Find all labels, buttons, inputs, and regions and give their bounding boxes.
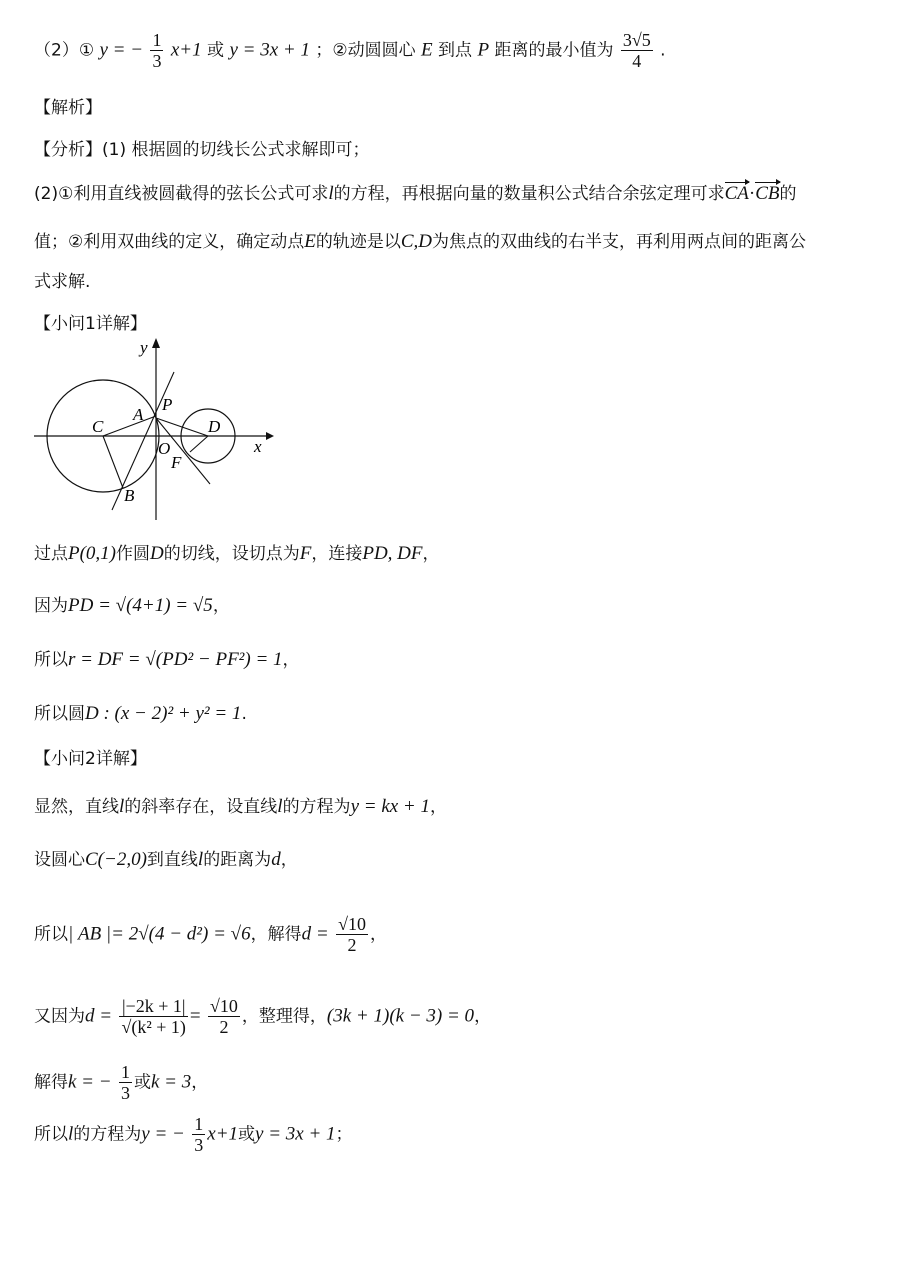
text: . [241,704,247,724]
solution2-line-6 [34,1114,353,1155]
text: 为焦点的双曲线的右半支，再利用两点间的距离公 [432,232,807,252]
text: ， [212,596,230,616]
math: x+1 [207,1123,239,1145]
math: P(0,1) [68,543,117,564]
solution2-line-4 [34,996,491,1037]
label-c: C [92,417,104,436]
solution2-line-3 [34,914,387,955]
math: y = 3x + 1 [229,39,310,61]
text: 过点 [34,544,68,564]
text: 值；②利用双曲线的定义，确定动点 [34,232,305,252]
math: E [421,39,433,61]
solution-line-1 [34,542,440,566]
math: l [68,1123,74,1145]
label-a: A [133,405,144,424]
text: 所以圆 [34,704,85,724]
text: ， [282,650,300,670]
vector-cb: CB [755,183,780,204]
section-q2-title: 【小问2详解】 [34,749,147,769]
solution-line-4 [34,702,247,726]
y-axis-arrow [152,338,160,348]
math: y = − [99,39,144,61]
math: | AB |= 2√(4 − d²) = √6 [68,923,251,945]
text: 的方程，再根据向量的数量积公式结合余弦定理可求 [333,184,725,204]
text: 到点 [438,40,473,61]
section-jiexi: 【解析】 [34,98,102,118]
label-d: D [208,417,221,436]
text: 解得 [34,1072,68,1093]
solution2-line-5 [34,1062,208,1103]
solution2-line-1 [34,795,447,819]
text: 距离的最小值为 [494,40,614,61]
label-y: y [140,338,148,357]
text: 的方程为 [73,1124,142,1145]
text: ，整理得， [241,1006,327,1027]
text: 又因为 [34,1006,85,1027]
math: PD, DF [362,543,423,564]
math: x+1 [170,39,202,61]
math: l [119,796,125,817]
text: ， [369,924,387,945]
text: ， [430,797,448,817]
math: C,D [400,231,433,252]
fraction-one-third [150,30,163,71]
answer-line-2 [34,30,666,71]
analysis-line-2 [34,182,797,206]
analysis-line-1: 【分析】(1) 根据圆的切线长公式求解即可； [34,140,370,160]
math: P [477,39,490,61]
denominator: 2 [347,935,357,955]
solution2-line-2 [34,848,298,872]
math: d = [301,923,329,945]
math: F [299,543,312,564]
numerator: 1 [152,30,162,50]
geometry-figure [30,336,275,526]
denominator: 4 [632,51,642,71]
label-o: O [158,439,171,458]
math: PD = √(4+1) = √5 [68,595,213,616]
math: l [197,849,204,870]
solution-line-3 [34,648,300,672]
text: 设圆心 [34,850,85,870]
vector-ca: CA [724,183,749,204]
text: ，连接 [311,544,363,564]
text: ， [474,1006,492,1027]
text: 的斜率存在，设直线 [124,797,278,817]
segment-df [190,436,208,452]
text: 因为 [34,596,68,616]
denominator: 3 [152,51,162,71]
math: y = kx + 1 [350,796,431,817]
math: (3k + 1)(k − 3) = 0 [326,1005,475,1027]
numerator: √10 [338,914,366,934]
text: 的切线，设切点为 [163,544,300,564]
text: ， [422,544,440,564]
text: . [660,40,666,61]
text: 作圆 [116,544,151,564]
text: ； [335,1124,353,1145]
denominator: 3 [120,1083,130,1103]
numerator: |−2k + 1| [119,996,187,1017]
text: ；②动圆圆心 [315,40,416,61]
math: r = DF = √(PD² − PF²) = 1 [68,649,283,670]
text: 的轨迹是以 [315,232,401,252]
numerator: 3√5 [622,30,651,50]
math: k = 3 [150,1071,192,1093]
fraction-distance [119,996,187,1037]
math: · [748,183,756,204]
label-p: P [162,395,173,414]
math: y = − [141,1123,185,1145]
text: 的距离为 [203,850,272,870]
analysis-line-4: 式求解. [34,272,91,292]
math: k = − [68,1071,112,1093]
numerator: √10 [210,996,238,1016]
math: = [189,1005,201,1027]
text: ， [280,850,298,870]
solution-line-2 [34,594,230,618]
label-x: x [254,437,262,456]
text: 或 [133,1072,151,1093]
fraction-one-third [119,1062,132,1103]
text: 或 [238,1124,256,1145]
math: C(−2,0) [85,849,147,870]
math: l [328,183,334,204]
math: l [277,796,283,817]
text: 显然，直线 [34,797,119,817]
text: 所以 [34,650,68,670]
text: 的 [779,184,797,204]
denominator: 3 [194,1135,204,1155]
math: d = [85,1005,113,1027]
math: d [271,849,281,870]
numerator: 1 [194,1114,204,1134]
text: 或 [207,40,225,61]
x-axis-arrow [266,432,274,440]
segment-cb [103,436,123,488]
fraction-d [336,914,368,955]
denominator: 2 [219,1017,229,1037]
numerator: 1 [120,1062,130,1082]
text: ， [191,1072,209,1093]
denominator: √(k² + 1) [121,1017,186,1037]
fraction-one-third [192,1114,205,1155]
label-b: B [124,486,135,505]
text: 所以 [34,924,68,945]
math: y = 3x + 1 [255,1123,336,1145]
segment-ca [103,416,156,436]
text: ，解得 [250,924,302,945]
fraction-min-value [621,30,653,71]
fraction-sqrt10 [208,996,240,1037]
text: 到直线 [146,850,198,870]
text: (2)①利用直线被圆截得的弦长公式可求 [34,184,329,204]
label-f: F [171,453,182,472]
text: （2）① [34,40,95,61]
math: D : (x − 2)² + y² = 1 [85,703,242,724]
text: 的方程为 [282,797,351,817]
math: D [150,543,164,564]
math: E [304,231,316,252]
analysis-line-3 [34,230,806,254]
text: 所以 [34,1124,68,1145]
section-q1-title: 【小问1详解】 [34,314,147,334]
